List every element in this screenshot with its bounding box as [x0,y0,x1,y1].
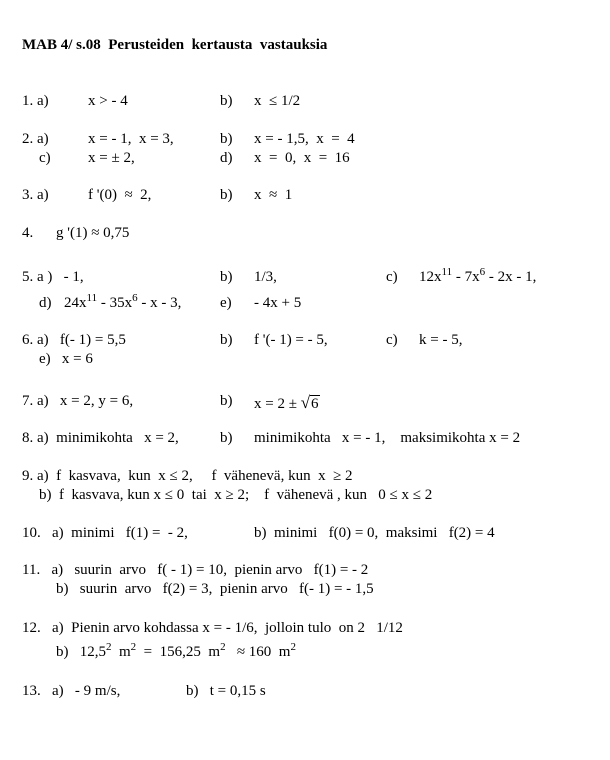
exercise-11a: 11. a) suurin arvo f( - 1) = 10, pienin arvo f(1) = - 2 [22,562,369,578]
exercise-2c-answer: x = ± 2, [88,150,135,166]
exercise-5b-answer: 1/3, [254,269,277,285]
exercise-3a-number: 3. a) [22,187,49,203]
exercise-12a: 12. a) Pienin arvo kohdassa x = - 1/6, jolloin tulo on 2 1/12 [22,620,403,636]
exercise-2b-answer: x = - 1,5, x = 4 [254,131,355,147]
exercise-1a-number: 1. a) [22,93,49,109]
exercise-1b-label: b) [220,93,233,109]
exercise-5b-label: b) [220,269,233,285]
exercise-7a: 7. a) x = 2, y = 6, [22,393,134,409]
exercise-6c-answer: k = - 5, [419,332,463,348]
exercise-6e: e) x = 6 [39,351,93,367]
exercise-2d-answer: x = 0, x = 16 [254,150,350,166]
exercise-10a: 10. a) minimi f(1) = - 2, [22,525,188,541]
exercise-8b-answer: minimikohta x = - 1, maksimikohta x = 2 [254,430,521,446]
exercise-2d-label: d) [220,150,233,166]
exercise-5c-answer: $12x^{11} - 7x^6 - 2x - 1$, [419,266,537,285]
exercise-11b: b) suurin arvo f(2) = 3, pienin arvo f(- 1) = - 1,5 [56,581,374,597]
exercise-12b: b) 12,5$^2$ $m^2 = 156,25$ $m^2 \approx 160$ $m^2$ [56,641,296,660]
square-root-symbol: √6 [300,393,319,412]
exercise-13a: 13. a) - 9 m/s, [22,683,121,699]
exercise-6b-answer: f '(- 1) = - 5, [254,332,328,348]
exercise-4-number: 4. [22,225,34,241]
exercise-5e-answer: - 4x + 5 [254,295,302,311]
exercise-6b-label: b) [220,332,233,348]
exercise-10b: b) minimi f(0) = 0, maksimi f(2) = 4 [254,525,495,541]
exercise-5d-answer: $24x^{11} - 35x^6$ - x - 3, [64,292,182,311]
exercise-5a: 5. a ) - 1, [22,269,84,285]
page-title: MAB 4/ s.08 Perusteiden kertausta vastauksia [22,37,328,53]
exercise-1a-answer: x > - 4 [88,93,128,109]
exercise-3a-answer: f '(0) ≈ 2, [88,187,152,203]
exercise-7b-answer: x = 2 ± √6 [254,393,319,412]
exercise-2b-label: b) [220,131,233,147]
exercise-9b: b) f kasvava, kun x ≤ 0 tai x ≥ 2; f vähenevä , kun 0 ≤ x ≤ 2 [39,487,433,503]
exercise-3b-answer: x ≈ 1 [254,187,293,203]
exercise-13b: b) t = 0,15 s [186,683,266,699]
exercise-7b-label: b) [220,393,233,409]
exercise-5c-label: c) [386,269,398,285]
exercise-2a-answer: x = - 1, x = 3, [88,131,174,147]
exercise-6a: 6. a) f(- 1) = 5,5 [22,332,126,348]
exercise-8b-label: b) [220,430,233,446]
exercise-2a-number: 2. a) [22,131,49,147]
exercise-4-answer: g '(1) ≈ 0,75 [56,225,130,241]
exercise-5e-label: e) [220,295,232,311]
exercise-2c-label: c) [39,150,51,166]
exercise-8a: 8. a) minimikohta x = 2, [22,430,179,446]
exercise-9a: 9. a) f kasvava, kun x ≤ 2, f vähenevä, kun x ≥ 2 [22,468,353,484]
exercise-6c-label: c) [386,332,398,348]
exercise-5d-label: d) [39,295,52,311]
exercise-1b-answer: x ≤ 1/2 [254,93,301,109]
exercise-3b-label: b) [220,187,233,203]
